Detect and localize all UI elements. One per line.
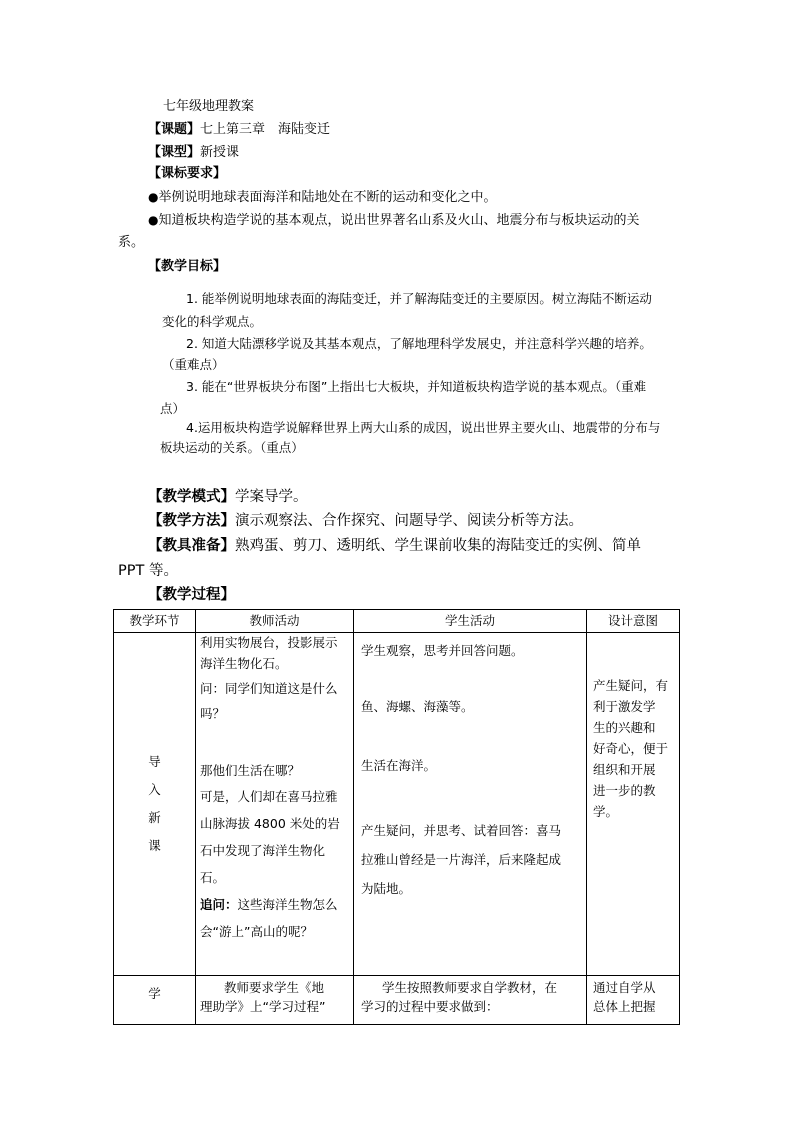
standards-item: ●知道板块构造学说的基本观点，说出世界著名山系及火山、地震分布与板块运动的关 bbox=[148, 213, 640, 228]
mode-line bbox=[148, 489, 308, 505]
objective-line: 板块运动的关系。（重点） bbox=[160, 440, 304, 455]
lesson-type-value: 新授课 bbox=[200, 145, 240, 160]
bullet-icon: ● bbox=[148, 213, 159, 227]
topic-line bbox=[148, 122, 330, 138]
materials-line bbox=[148, 538, 641, 554]
bullet-icon: ● bbox=[148, 190, 159, 204]
col-header-intent: 设计意图 bbox=[587, 610, 680, 633]
topic-value: 七上第三章 海陆变迁 bbox=[200, 122, 331, 137]
teacher-activity-cell: 教师要求学生《地 理助学》上“学习过程” bbox=[196, 976, 354, 1025]
objectives-heading: 【教学目标】 bbox=[148, 259, 227, 274]
mode-label: 【教学模式】 bbox=[148, 489, 235, 505]
stage-cell: 学 bbox=[114, 976, 196, 1025]
objective-line: 1. 能举例说明地球表面的海陆变迁，并了解海陆变迁的主要原因。树立海陆不断运动 bbox=[186, 291, 652, 306]
objective-line: （重难点） bbox=[162, 357, 225, 372]
objective-line: 变化的科学观点。 bbox=[162, 314, 263, 329]
mode-value: 学案导学。 bbox=[235, 489, 308, 505]
student-activity-cell: 学生按照教师要求自学教材，在 学习的过程中要求做到： bbox=[354, 976, 587, 1025]
standards-heading: 【课标要求】 bbox=[148, 166, 227, 181]
objective-line: 2. 知道大陆漂移学说及其基本观点，了解地理科学发展史，并注意科学兴趣的培养。 bbox=[186, 336, 652, 351]
topic-label: 【课题】 bbox=[148, 122, 201, 137]
methods-line bbox=[148, 513, 583, 529]
lesson-type-label: 【课型】 bbox=[148, 145, 201, 160]
methods-value: 演示观察法、合作探究、问题导学、阅读分析等方法。 bbox=[235, 513, 583, 529]
materials-label: 【教具准备】 bbox=[148, 538, 235, 554]
standards-item: ●举例说明地球表面海洋和陆地处在不断的运动和变化之中。 bbox=[148, 190, 497, 205]
table-row bbox=[114, 976, 680, 1025]
col-header-stage: 教学环节 bbox=[114, 610, 196, 633]
student-activity-cell: 学生观察，思考并回答问题。 鱼、海螺、海藻等。 生活在海洋。 产生疑问，并思考、试着回答：喜马 拉雅山曾经是一片海洋，后来隆起成 为陆地。 bbox=[354, 633, 587, 976]
objective-line: 4.运用板块构造学说解释世界上两大山系的成因，说出世界主要火山、地震带的分布与 bbox=[186, 420, 661, 435]
materials-cont: PPT 等。 bbox=[118, 563, 178, 579]
process-heading: 【教学过程】 bbox=[148, 587, 235, 603]
col-header-student: 学生活动 bbox=[354, 610, 587, 633]
objective-line: 点） bbox=[160, 401, 186, 416]
standards-item-cont: 系。 bbox=[118, 235, 145, 250]
stage-cell: 导 入 新 课 bbox=[114, 633, 196, 976]
methods-label: 【教学方法】 bbox=[148, 513, 235, 529]
col-header-teacher: 教师活动 bbox=[196, 610, 354, 633]
materials-value: 熟鸡蛋、剪刀、透明纸、学生课前收集的海陆变迁的实例、简单 bbox=[235, 538, 641, 554]
table-header-row bbox=[114, 610, 680, 633]
doc-title: 七年级地理教案 bbox=[163, 99, 255, 114]
table-row bbox=[114, 633, 680, 976]
objective-line: 3. 能在“世界板块分布图”上指出七大板块，并知道板块构造学说的基本观点。（重难 bbox=[186, 379, 647, 394]
process-table bbox=[113, 609, 680, 1025]
lesson-type-line bbox=[148, 145, 239, 161]
teacher-activity-cell: 利用实物展台，投影展示 海洋生物化石。 问：同学们知道这是什么 吗？ 那他们生活在哪？ 可是，人们却在喜马拉雅 山脉海拔 4800 米处的岩 石中发现了海洋生物化 石。 追问：这些海洋生物怎么 会“游上”高山的呢？ bbox=[196, 633, 354, 976]
intent-cell: 通过自学从 总体上把握 bbox=[587, 976, 680, 1025]
intent-cell: 产生疑问，有 利于激发学 生的兴趣和 好奇心，便于 组织和开展 进一步的教 学。 bbox=[587, 633, 680, 976]
